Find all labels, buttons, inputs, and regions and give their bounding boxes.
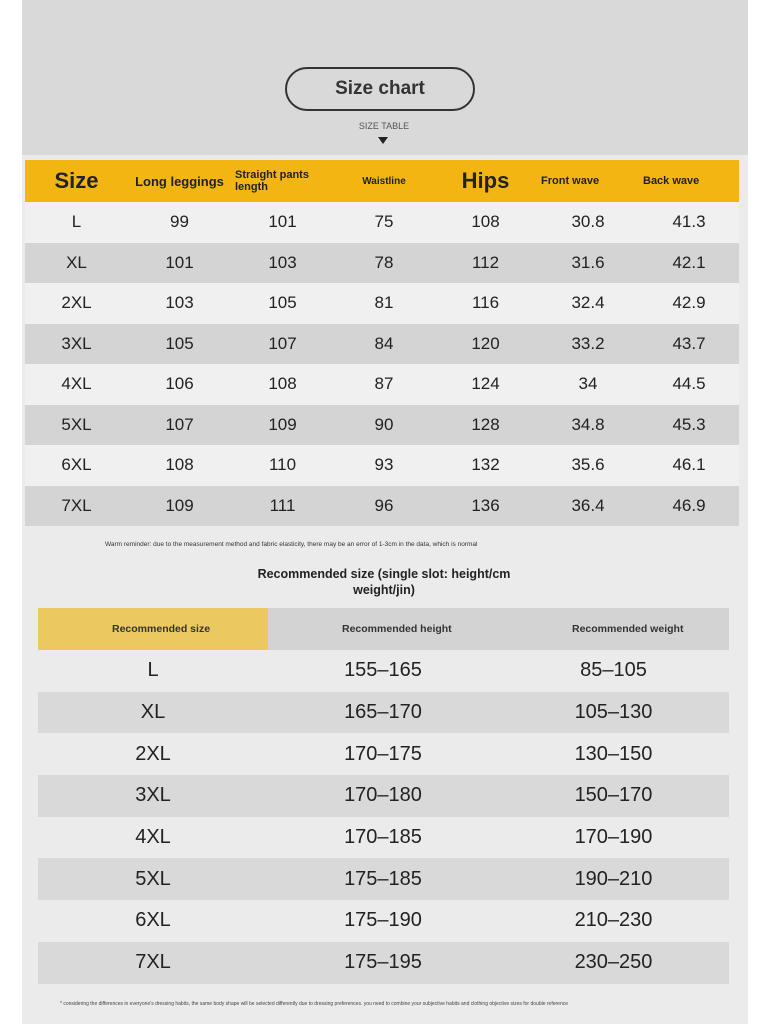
size-cell: 7XL	[25, 486, 128, 527]
hips-cell: 132	[434, 445, 537, 486]
long-leggings-cell: 105	[128, 324, 231, 365]
back-wave-cell: 46.1	[639, 445, 739, 486]
hips-cell: 112	[434, 243, 537, 284]
size-table-row	[25, 405, 739, 446]
col-header-hips: Hips	[434, 160, 537, 202]
waistline-cell: 87	[334, 364, 434, 405]
hips-cell: 124	[434, 364, 537, 405]
size-table-row	[25, 283, 739, 324]
straight-pants-cell: 101	[231, 202, 334, 243]
recommended-size-cell: 4XL	[38, 817, 268, 859]
size-table-row	[25, 445, 739, 486]
back-wave-cell: 45.3	[639, 405, 739, 446]
recommended-height-cell: 175–195	[268, 942, 498, 984]
recommend-title-line2: weight/jin)	[353, 583, 415, 597]
recommended-weight-cell: 230–250	[498, 942, 729, 984]
straight-pants-cell: 110	[231, 445, 334, 486]
col-header-recommended-weight: Recommended weight	[498, 608, 729, 650]
col-header-recommended-height: Recommended height	[268, 608, 498, 650]
long-leggings-cell: 106	[128, 364, 231, 405]
col-header-size: Size	[25, 160, 128, 202]
recommend-table-row	[38, 650, 729, 692]
long-leggings-cell: 99	[128, 202, 231, 243]
recommended-weight-cell: 130–150	[498, 733, 729, 775]
footnote: * considering the differences in everyone's dressing habits, the same body shape will be selected differently due to dressing preferences. you need to combine your subjective habits and clothing objective sizes for double reference	[60, 1001, 569, 1007]
recommend-table-row	[38, 692, 729, 734]
recommended-weight-cell: 210–230	[498, 900, 729, 942]
size-cell: 2XL	[25, 283, 128, 324]
size-cell: XL	[25, 243, 128, 284]
front-wave-cell: 36.4	[537, 486, 639, 527]
front-wave-cell: 31.6	[537, 243, 639, 284]
recommended-size-cell: 7XL	[38, 942, 268, 984]
col-header-back-wave: Back wave	[639, 160, 739, 202]
recommended-height-cell: 175–185	[268, 858, 498, 900]
recommended-size-cell: 3XL	[38, 775, 268, 817]
recommend-title-line1: Recommended size (single slot: height/cm	[257, 567, 511, 581]
recommended-size-cell: 6XL	[38, 900, 268, 942]
recommended-height-cell: 175–190	[268, 900, 498, 942]
front-wave-cell: 35.6	[537, 445, 639, 486]
col-header-long-leggings: Long leggings	[128, 160, 231, 202]
recommend-table-row	[38, 942, 729, 984]
size-cell: 6XL	[25, 445, 128, 486]
waistline-cell: 81	[334, 283, 434, 324]
waistline-cell: 96	[334, 486, 434, 527]
hips-cell: 136	[434, 486, 537, 527]
recommended-weight-cell: 105–130	[498, 692, 729, 734]
long-leggings-cell: 107	[128, 405, 231, 446]
long-leggings-cell: 101	[128, 243, 231, 284]
recommend-table-row	[38, 775, 729, 817]
straight-pants-cell: 105	[231, 283, 334, 324]
recommended-weight-cell: 85–105	[498, 650, 729, 692]
recommend-table-row	[38, 733, 729, 775]
col-header-front-wave: Front wave	[537, 160, 639, 202]
recommended-size-cell: 5XL	[38, 858, 268, 900]
size-table-row	[25, 202, 739, 243]
size-table-row	[25, 243, 739, 284]
recommend-table-row	[38, 817, 729, 859]
recommend-table-row	[38, 858, 729, 900]
size-table-row	[25, 486, 739, 527]
back-wave-cell: 42.1	[639, 243, 739, 284]
recommended-size-cell: L	[38, 650, 268, 692]
down-arrow-icon	[378, 137, 388, 144]
long-leggings-cell: 109	[128, 486, 231, 527]
back-wave-cell: 43.7	[639, 324, 739, 365]
recommend-table	[38, 608, 729, 984]
size-table-header	[25, 160, 739, 202]
straight-pants-cell: 109	[231, 405, 334, 446]
waistline-cell: 84	[334, 324, 434, 365]
front-wave-cell: 30.8	[537, 202, 639, 243]
recommended-size-cell: 2XL	[38, 733, 268, 775]
front-wave-cell: 34.8	[537, 405, 639, 446]
recommended-weight-cell: 190–210	[498, 858, 729, 900]
col-header-recommended-size: Recommended size	[38, 608, 268, 650]
waistline-cell: 75	[334, 202, 434, 243]
front-wave-cell: 34	[537, 364, 639, 405]
back-wave-cell: 42.9	[639, 283, 739, 324]
col-header-waistline: Waistline	[334, 160, 434, 202]
hips-cell: 108	[434, 202, 537, 243]
back-wave-cell: 44.5	[639, 364, 739, 405]
front-wave-cell: 33.2	[537, 324, 639, 365]
recommended-size-cell: XL	[38, 692, 268, 734]
back-wave-cell: 41.3	[639, 202, 739, 243]
straight-pants-cell: 107	[231, 324, 334, 365]
size-table-row	[25, 364, 739, 405]
hips-cell: 120	[434, 324, 537, 365]
size-table-subtitle: SIZE TABLE	[358, 121, 410, 131]
size-table	[25, 160, 739, 526]
recommended-height-cell: 155–165	[268, 650, 498, 692]
size-cell: 5XL	[25, 405, 128, 446]
size-cell: L	[25, 202, 128, 243]
waistline-cell: 90	[334, 405, 434, 446]
long-leggings-cell: 103	[128, 283, 231, 324]
straight-pants-cell: 111	[231, 486, 334, 527]
front-wave-cell: 32.4	[537, 283, 639, 324]
long-leggings-cell: 108	[128, 445, 231, 486]
recommended-height-cell: 165–170	[268, 692, 498, 734]
recommend-table-row	[38, 900, 729, 942]
waistline-cell: 78	[334, 243, 434, 284]
size-chart-title: Size chart	[285, 67, 475, 111]
recommended-weight-cell: 170–190	[498, 817, 729, 859]
recommend-table-header	[38, 608, 729, 650]
recommended-height-cell: 170–180	[268, 775, 498, 817]
hips-cell: 128	[434, 405, 537, 446]
recommended-height-cell: 170–185	[268, 817, 498, 859]
back-wave-cell: 46.9	[639, 486, 739, 527]
col-header-straight-pants: Straight pants length	[231, 160, 334, 202]
straight-pants-cell: 108	[231, 364, 334, 405]
size-cell: 3XL	[25, 324, 128, 365]
size-cell: 4XL	[25, 364, 128, 405]
hips-cell: 116	[434, 283, 537, 324]
warm-reminder: Warm reminder: due to the measurement method and fabric elasticity, there may be an error of 1-3cm in the data, which is normal	[105, 541, 478, 548]
recommend-title	[0, 566, 768, 598]
straight-pants-cell: 103	[231, 243, 334, 284]
recommended-weight-cell: 150–170	[498, 775, 729, 817]
waistline-cell: 93	[334, 445, 434, 486]
recommended-height-cell: 170–175	[268, 733, 498, 775]
size-table-row	[25, 324, 739, 365]
